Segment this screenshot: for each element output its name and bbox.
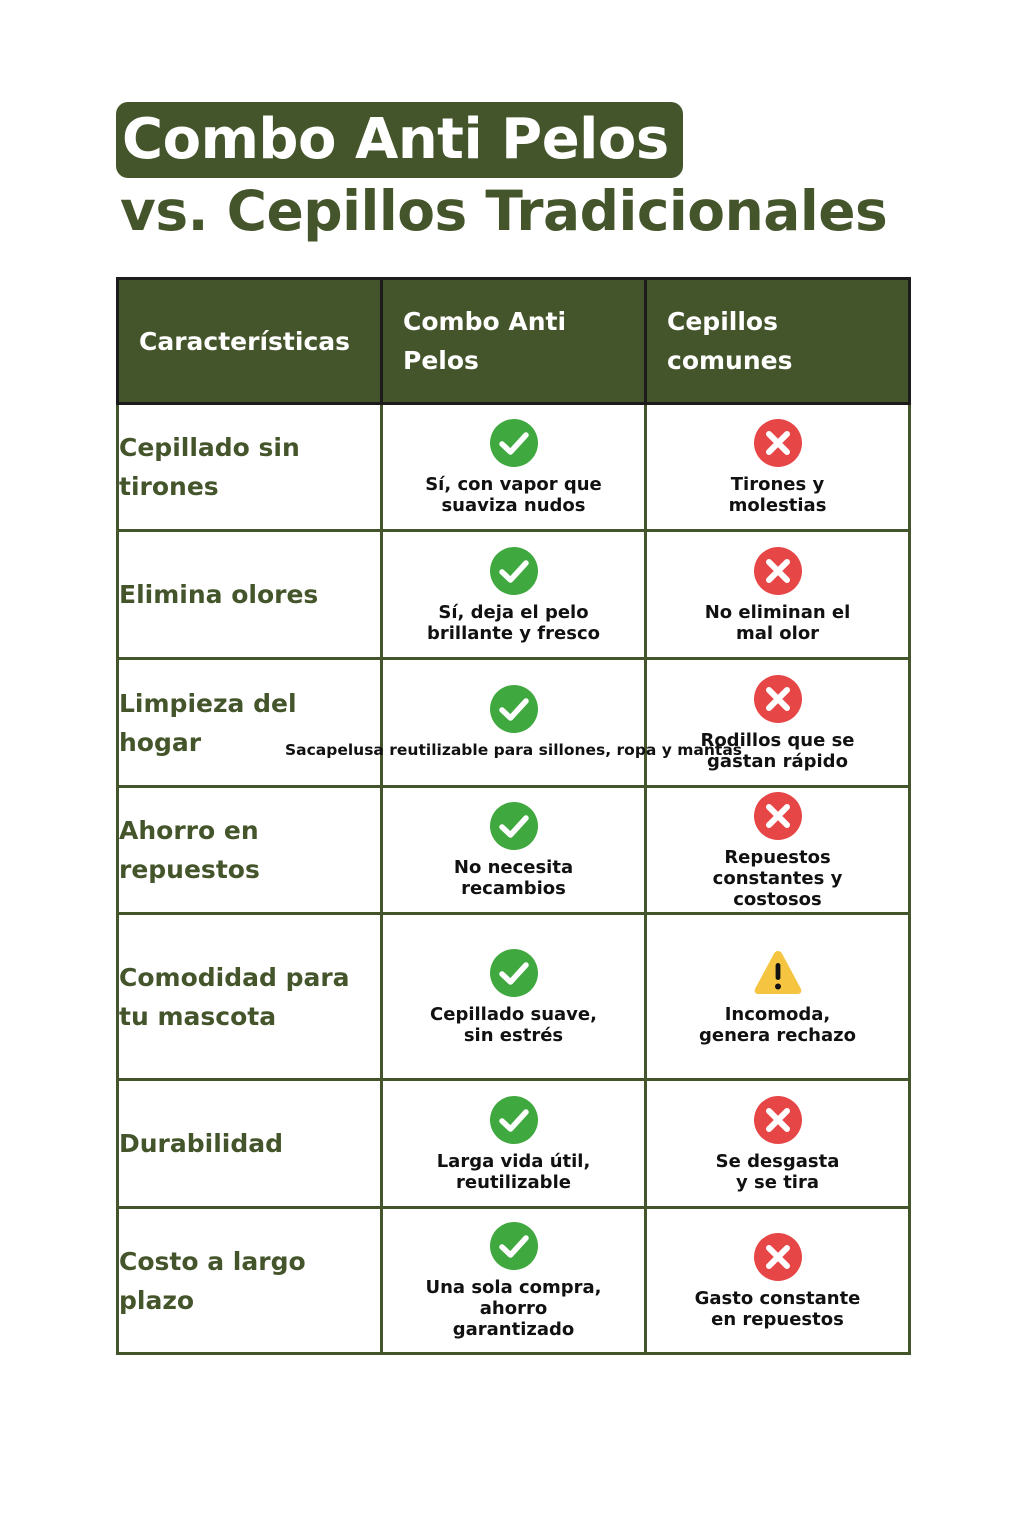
feature-cell	[118, 531, 382, 659]
table-row	[118, 1208, 910, 1354]
check-icon	[489, 948, 539, 1004]
check-icon	[489, 418, 539, 474]
header-row	[118, 279, 910, 404]
cross-icon	[753, 1232, 803, 1288]
feature-label: Ahorro en repuestos	[119, 816, 260, 884]
combo-note: Larga vida útil, reutilizable	[436, 1150, 591, 1193]
combo-note: Sacapelusa reutilizable para sillones, ropa y mantas	[284, 741, 743, 759]
cross-icon	[753, 791, 803, 847]
combo-cell	[382, 531, 646, 659]
table-row	[118, 404, 910, 531]
title	[116, 102, 916, 244]
feature-cell	[118, 914, 382, 1080]
table-row	[118, 914, 910, 1080]
cross-icon	[753, 546, 803, 602]
common-note: Gasto constante en repuestos	[694, 1287, 861, 1330]
combo-cell	[284, 659, 743, 787]
cross-icon	[753, 1095, 803, 1151]
warning-icon	[753, 948, 803, 1004]
feature-label: Durabilidad	[119, 1129, 284, 1158]
feature-label: Costo a largo plazo	[119, 1246, 306, 1315]
common-cell	[646, 1080, 910, 1208]
table-row	[118, 659, 910, 787]
header-common: Cepillos comunes	[646, 279, 910, 404]
common-cell	[646, 659, 910, 787]
common-cell	[646, 787, 910, 914]
title-line-2: vs. Cepillos Tradicionales	[120, 179, 888, 243]
feature-cell	[118, 787, 382, 914]
combo-note: Sí, deja el pelo brillante y fresco	[427, 601, 600, 644]
feature-label: Comodidad para tu mascota	[119, 962, 350, 1031]
feature-label: Elimina olores	[119, 580, 319, 609]
feature-label: Cepillado sin tirones	[119, 433, 300, 501]
combo-cell	[382, 404, 646, 531]
feature-cell	[118, 1208, 382, 1354]
combo-cell	[382, 914, 646, 1080]
common-cell	[646, 404, 910, 531]
header-combo: Combo Anti Pelos	[382, 279, 646, 404]
common-cell	[646, 914, 910, 1080]
combo-cell	[382, 1208, 646, 1354]
common-note: Se desgasta y se tira	[715, 1150, 840, 1193]
combo-note: Una sola compra, ahorro garantizado	[425, 1277, 602, 1340]
check-icon	[489, 546, 539, 602]
feature-cell	[118, 404, 382, 531]
feature-cell	[118, 659, 382, 787]
common-cell	[646, 531, 910, 659]
title-line-1: Combo Anti Pelos	[116, 102, 683, 178]
check-icon	[489, 1095, 539, 1151]
comparison-table	[116, 277, 911, 1355]
common-note: Rodillos que se gastan rápido	[700, 729, 855, 772]
common-note: Tirones y molestias	[728, 474, 827, 516]
common-note: Repuestos constantes y costosos	[712, 846, 843, 910]
cross-icon	[753, 418, 803, 474]
header-features: Características	[118, 279, 382, 404]
table-row	[118, 531, 910, 659]
check-icon	[489, 684, 539, 740]
feature-cell	[118, 1080, 382, 1208]
table-row	[118, 787, 910, 914]
combo-cell	[382, 787, 646, 914]
combo-note: No necesita recambios	[453, 857, 574, 899]
combo-cell	[382, 1080, 646, 1208]
check-icon	[489, 801, 539, 857]
feature-label: Limpieza del hogar	[119, 688, 297, 757]
combo-note: Sí, con vapor que suaviza nudos	[425, 474, 602, 516]
table-row	[118, 1080, 910, 1208]
common-note: No eliminan el mal olor	[704, 601, 851, 644]
combo-note: Cepillado suave, sin estrés	[430, 1003, 597, 1046]
check-icon	[489, 1221, 539, 1277]
common-note: Incomoda, genera rechazo	[699, 1003, 856, 1046]
common-cell	[646, 1208, 910, 1354]
cross-icon	[753, 674, 803, 730]
